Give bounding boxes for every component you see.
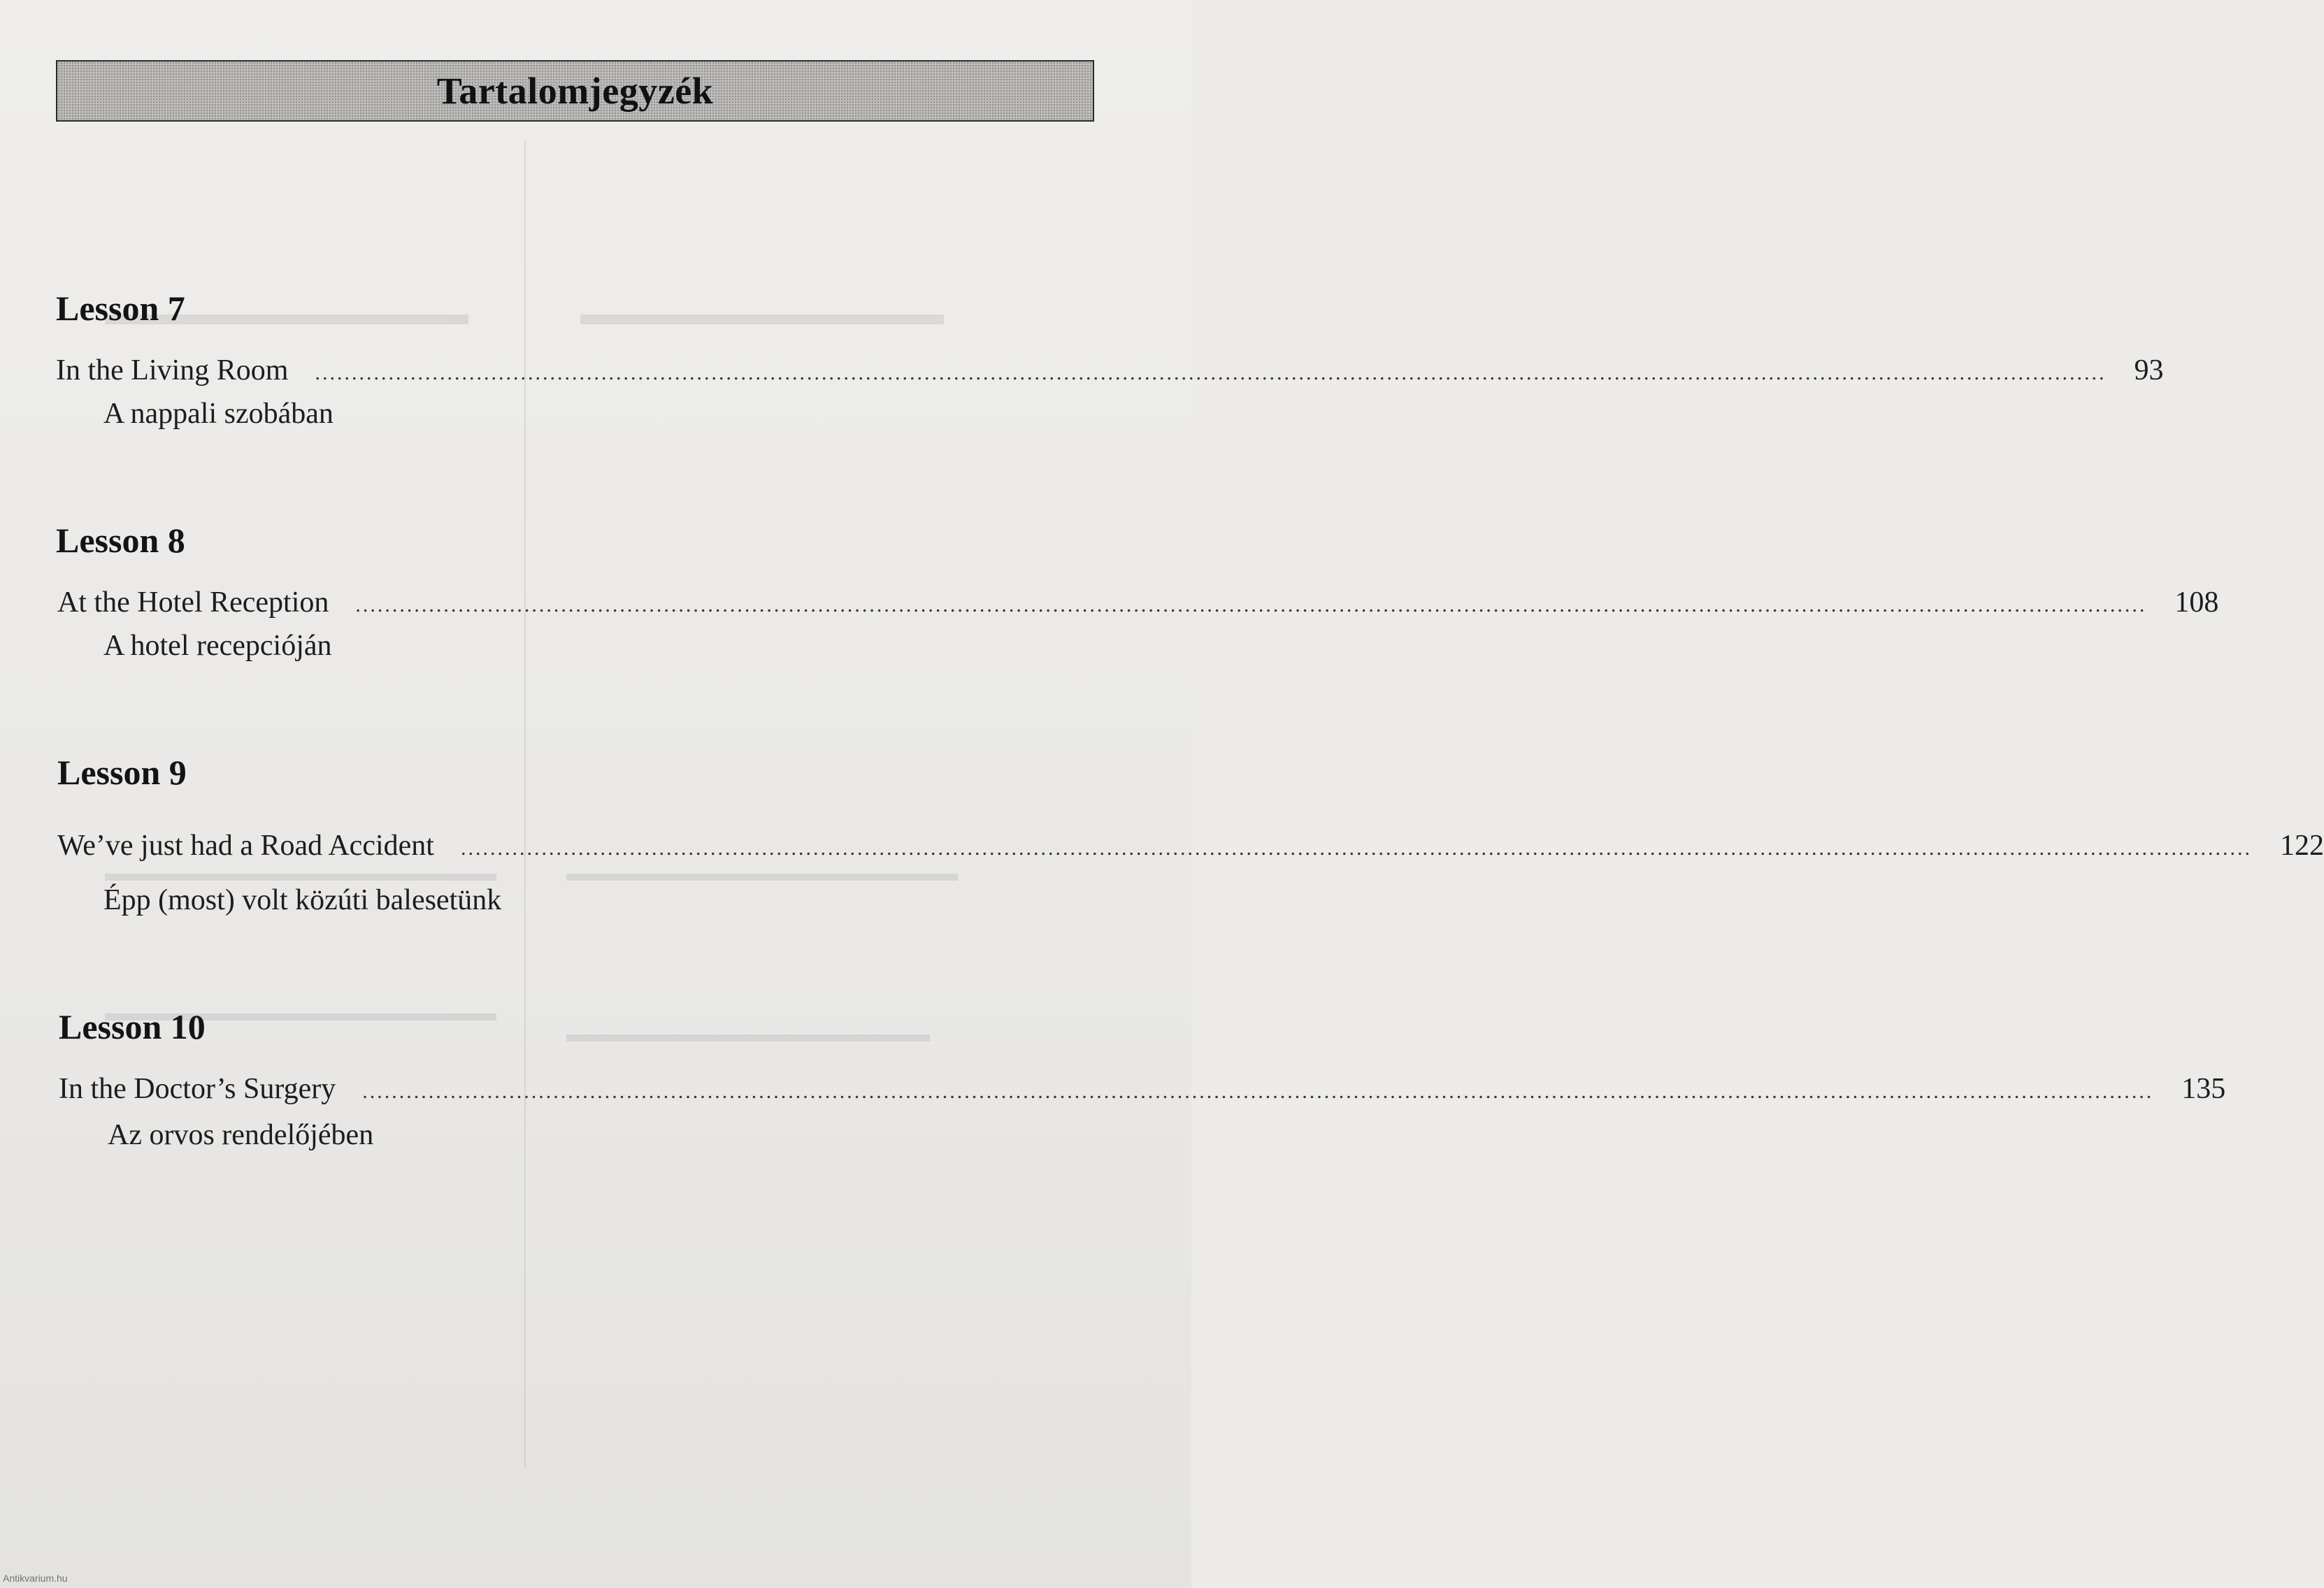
toc-entry-subtitle: Az orvos rendelőjében: [108, 1119, 374, 1151]
show-through-background: [105, 140, 979, 1468]
toc-entry-title: In the Living Room: [56, 354, 289, 387]
toc-title-bar: [56, 60, 1094, 122]
lesson-heading: Lesson 8: [56, 521, 185, 560]
lesson-heading: Lesson 9: [57, 753, 187, 792]
toc-entry-subtitle: A nappali szobában: [103, 398, 333, 430]
toc-page-number: 93: [2134, 354, 2164, 387]
toc-entry[interactable]: [57, 829, 2324, 862]
toc-entry-title: At the Hotel Reception: [57, 586, 329, 619]
toc-entry[interactable]: [56, 354, 2164, 387]
toc-page-number: 108: [2174, 586, 2219, 619]
watermark: Antikvarium.hu: [3, 1573, 68, 1584]
lesson-heading: Lesson 7: [56, 289, 185, 328]
toc-entry-subtitle: A hotel recepcióján: [103, 630, 332, 662]
toc-entry[interactable]: [59, 1072, 2226, 1106]
leader-dots: ....................................................................................................................................................................................................................................................: [355, 593, 2147, 616]
leader-dots: ....................................................................................................................................................................................................................................................: [315, 361, 2107, 384]
toc-page-number: 135: [2181, 1073, 2226, 1105]
toc-page-number: 122: [2279, 830, 2324, 862]
toc-entry-subtitle: Épp (most) volt közúti balesetünk: [103, 884, 502, 916]
toc-entry-title: In the Doctor’s Surgery: [59, 1073, 336, 1105]
toc-entry[interactable]: [57, 586, 2219, 619]
toc-entry-title: We’ve just had a Road Accident: [57, 830, 434, 862]
leader-dots: ....................................................................................................................................................................................................................................................: [460, 837, 2252, 860]
toc-title: Tartalomjegyzék: [436, 70, 714, 112]
lesson-heading: Lesson 10: [59, 1007, 206, 1046]
leader-dots: ....................................................................................................................................................................................................................................................: [362, 1080, 2154, 1103]
